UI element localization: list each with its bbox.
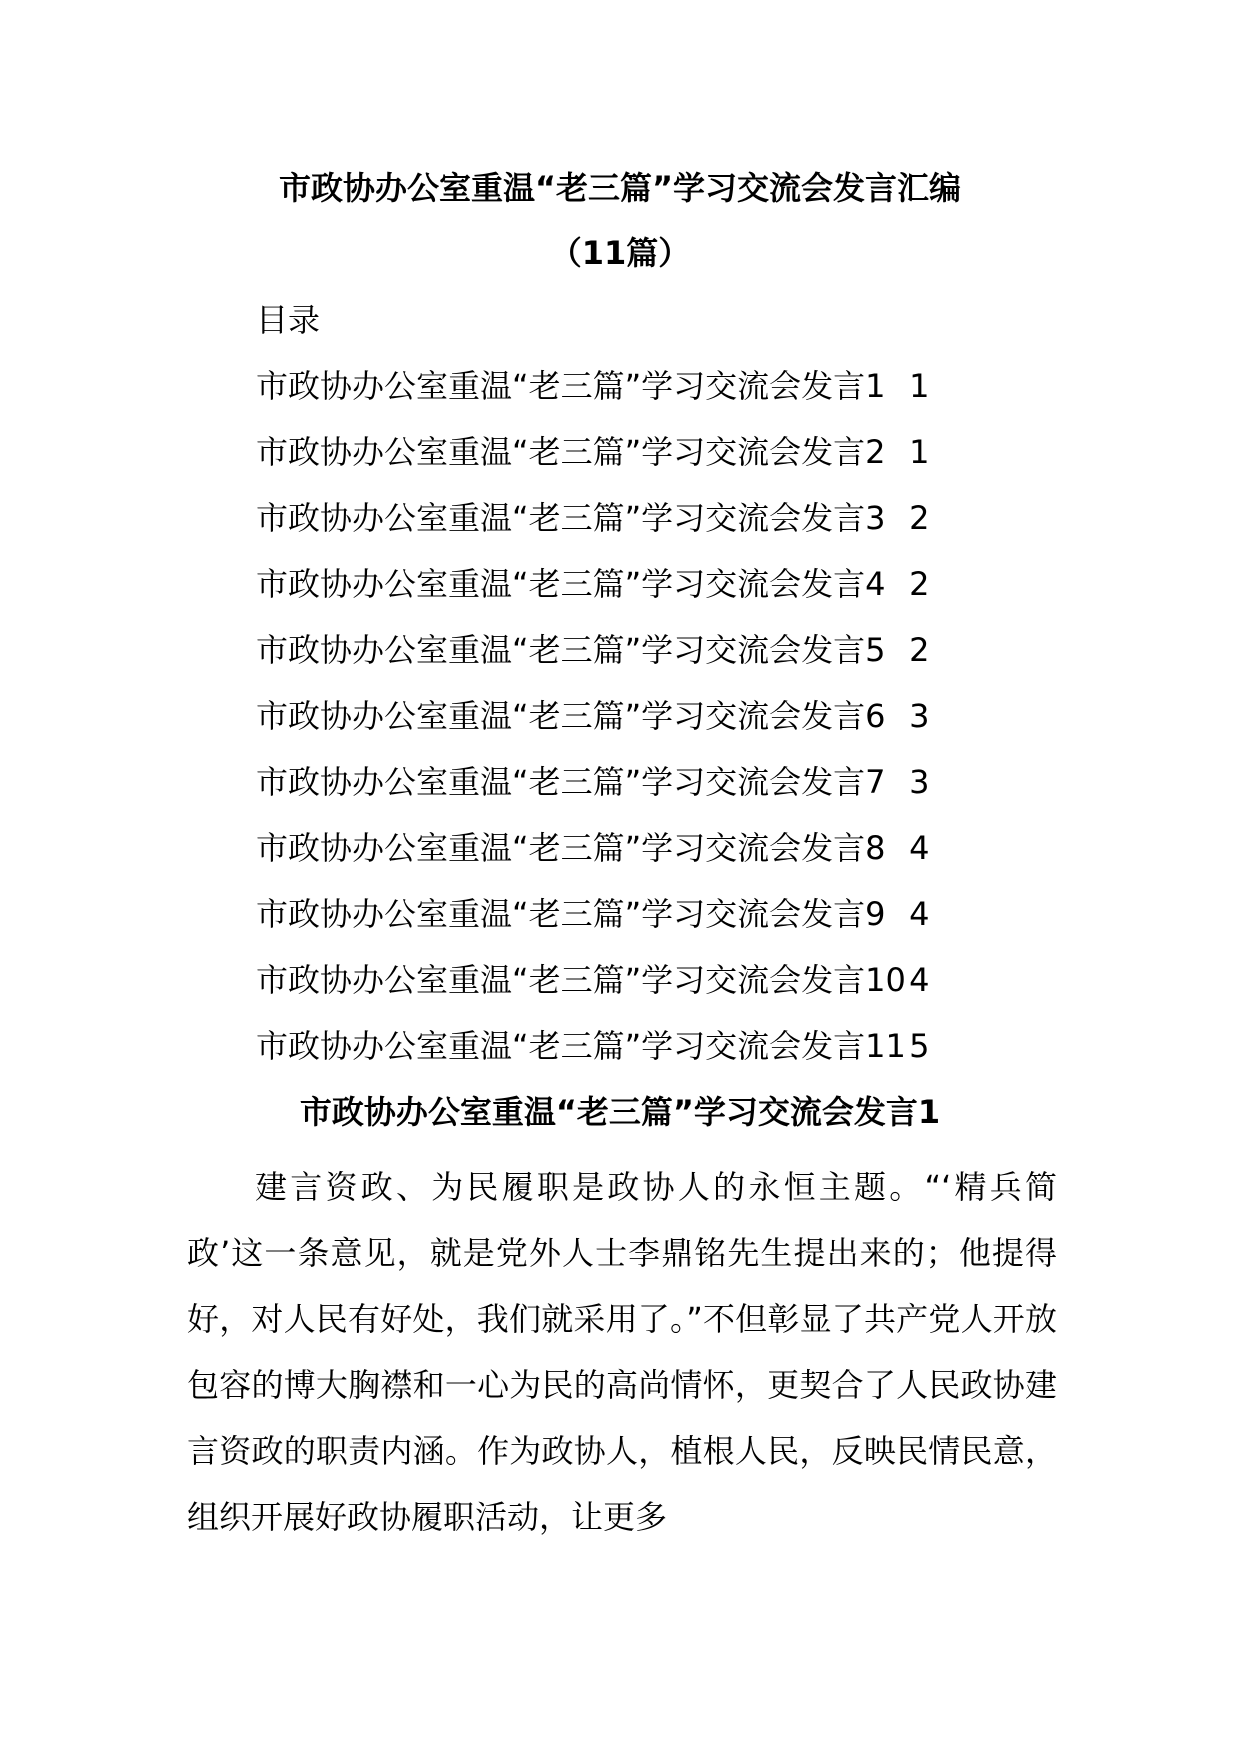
toc-entry-title: 市政协办公室重温“老三篇”学习交流会发言: [256, 895, 866, 933]
toc-entry-number: 10: [865, 961, 906, 999]
document-subtitle-count: （11篇）: [549, 234, 691, 272]
toc-entry[interactable]: [256, 828, 930, 894]
toc-entry-number: 7: [865, 763, 886, 801]
toc-entry-page: 1: [909, 433, 930, 471]
toc-entry[interactable]: [256, 894, 930, 960]
body-paragraph: 建言资政、为民履职是政协人的永恒主题。“‘精兵简政’这一条意见，就是党外人士李鼎铭先生提出来的；他提得好，对人民有好处，我们就采用了。”不但彰显了共产党人开放包容的博大胸襟和一心为民的高尚情怀，更契合了人民政协建言资政的职责内涵。作为政协人，植根人民，反映民情民意，组织开展好政协履职活动，让更多: [187, 1168, 1057, 1536]
toc-entry-page: 4: [909, 895, 930, 933]
toc-entry-page: 2: [909, 499, 930, 537]
toc-entry-page: 4: [909, 961, 930, 999]
toc-entry-number: 4: [865, 565, 886, 603]
toc-entry-title: 市政协办公室重温“老三篇”学习交流会发言: [256, 829, 866, 867]
toc-entry-page: 3: [909, 697, 930, 735]
toc-entry[interactable]: [256, 564, 930, 630]
toc-entry[interactable]: [256, 432, 930, 498]
toc-entry-number: 3: [865, 499, 886, 537]
toc-entry-title: 市政协办公室重温“老三篇”学习交流会发言: [256, 1027, 866, 1065]
toc-entry-page: 1: [909, 367, 930, 405]
document-title: 市政协办公室重温“老三篇”学习交流会发言汇编: [278, 169, 962, 207]
toc-entry-number: 11: [865, 1027, 906, 1065]
toc-entry-number: 2: [865, 433, 886, 471]
toc-entry-title: 市政协办公室重温“老三篇”学习交流会发言: [256, 763, 866, 801]
toc-entry-title: 市政协办公室重温“老三篇”学习交流会发言: [256, 565, 866, 603]
toc-entry-page: 2: [909, 565, 930, 603]
toc-entry[interactable]: [256, 630, 930, 696]
toc-entry[interactable]: [256, 498, 930, 564]
toc-entry-number: 5: [865, 631, 886, 669]
toc-entry-page: 2: [909, 631, 930, 669]
toc-entry[interactable]: [256, 696, 930, 762]
toc-entry-page: 5: [909, 1027, 930, 1065]
table-of-contents: [256, 366, 930, 1092]
toc-entry-title: 市政协办公室重温“老三篇”学习交流会发言: [256, 367, 866, 405]
toc-entry-number: 8: [865, 829, 886, 867]
toc-entry-page: 3: [909, 763, 930, 801]
toc-entry-page: 4: [909, 829, 930, 867]
toc-entry-title: 市政协办公室重温“老三篇”学习交流会发言: [256, 499, 866, 537]
toc-entry-title: 市政协办公室重温“老三篇”学习交流会发言: [256, 697, 866, 735]
toc-entry[interactable]: [256, 960, 930, 1026]
section-heading: 市政协办公室重温“老三篇”学习交流会发言1: [299, 1093, 941, 1131]
toc-entry-number: 6: [865, 697, 886, 735]
toc-entry-title: 市政协办公室重温“老三篇”学习交流会发言: [256, 433, 866, 471]
toc-entry[interactable]: [256, 366, 930, 432]
toc-entry[interactable]: [256, 1026, 930, 1092]
toc-entry-title: 市政协办公室重温“老三篇”学习交流会发言: [256, 631, 866, 669]
toc-entry[interactable]: [256, 762, 930, 828]
toc-entry-number: 1: [865, 367, 886, 405]
toc-heading: 目录: [256, 301, 321, 339]
toc-entry-number: 9: [865, 895, 886, 933]
toc-entry-title: 市政协办公室重温“老三篇”学习交流会发言: [256, 961, 866, 999]
